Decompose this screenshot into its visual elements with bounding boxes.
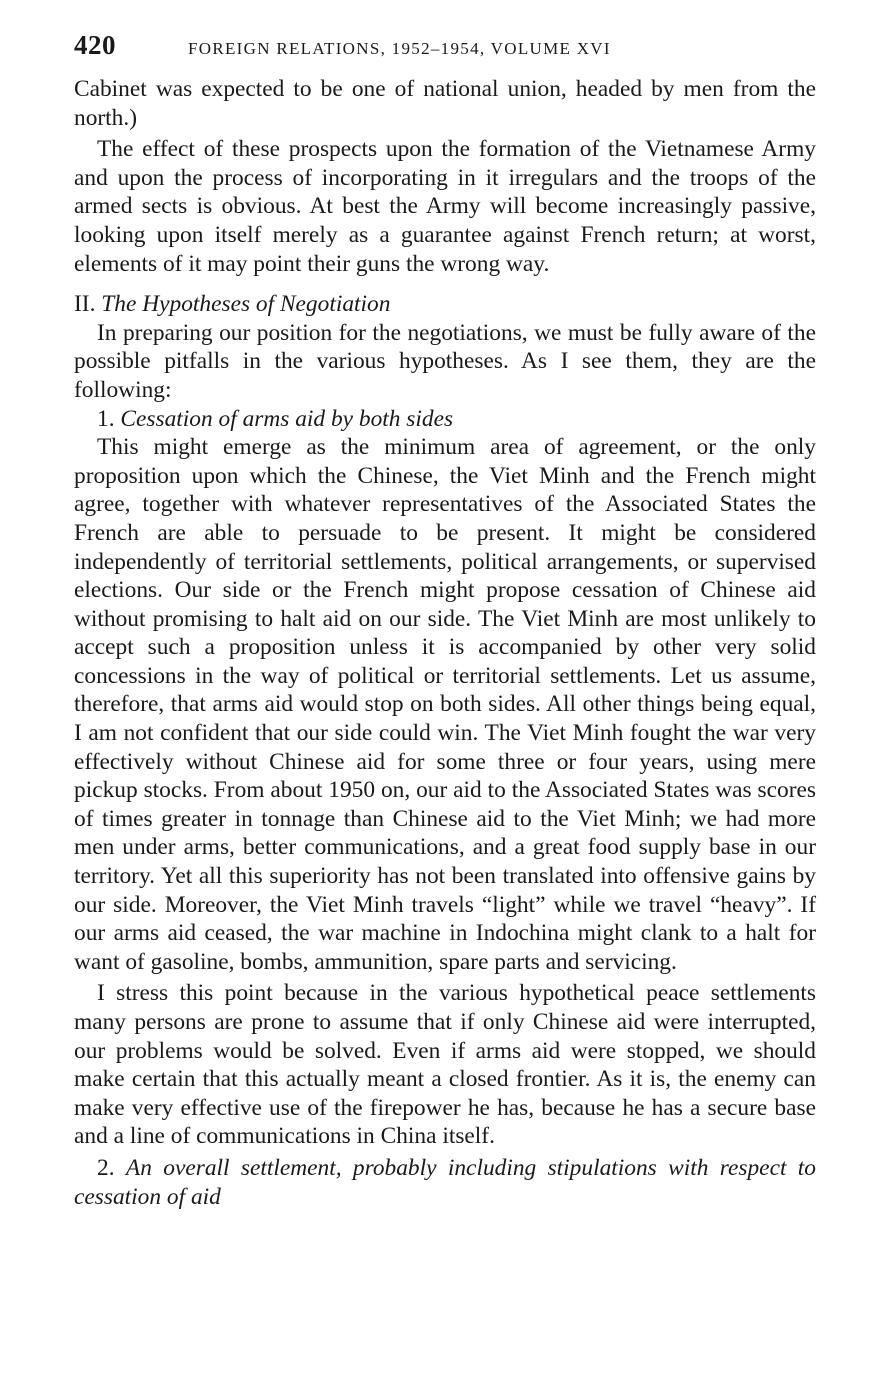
document-page: [74, 30, 816, 1211]
subheading-number: 1.: [97, 405, 115, 432]
page-header: [74, 30, 816, 61]
running-head: FOREIGN RELATIONS, 1952–1954, VOLUME XVI: [188, 39, 611, 58]
subheading-overall-settlement: [74, 1154, 816, 1211]
subheading-title: Cessation of arms aid by both sides: [120, 405, 454, 432]
subheading-title: An overall settlement, probably including stipulations with respect to cessation of aid: [74, 1154, 817, 1210]
subheading-number: 2.: [97, 1154, 115, 1181]
paragraph-stress-point: I stress this point because in the various hypothetical peace settlements many persons are prone to assume that if only Chinese aid were interrupted, our problems would be solved. Even if arms aid were stopped, we should make certain that this actually meant a closed frontier. As it is, the enemy can make very effective use of the firepower he has, because he has a secure base and a line of communications in China itself.: [74, 980, 816, 1150]
paragraph-preparing-position: In preparing our position for the negotiations, we must be fully aware of the possible pitfalls in the various hypotheses. As I see them, they are the following:: [74, 319, 816, 403]
subheading-cessation: [74, 405, 816, 434]
paragraph-continuation: Cabinet was expected to be one of national union, headed by men from the north.): [74, 76, 816, 131]
paragraph-effect-of-prospects: The effect of these prospects upon the formation of the Vietnamese Army and upon the process of incorporating in it irregulars and the troops of the armed sects is obvious. At best the Army will become increasingly passive, looking upon itself merely as a guarantee against French return; at worst, elements of it may point their guns the wrong way.: [74, 136, 816, 277]
section-heading: [74, 290, 816, 319]
paragraph-minimum-agreement: This might emerge as the minimum area of agreement, or the only proposition upon which the Chinese, the Viet Minh and the French might agree, together with whatever representatives of the Associated States the French are able to persuade to be present. It might be considered independently of territorial settlements, political arrangements, or supervised elections. Our side or the French might propose cessation of Chinese aid without promising to halt aid on our side. The Viet Minh are most unlikely to accept such a proposition unless it is accompanied by other very solid concessions in the way of political or territorial settlements. Let us assume, therefore, that arms aid would stop on both sides. All other things being equal, I am not confident that our side could win. The Viet Minh fought the war very effectively without Chinese aid for some three or four years, using mere pickup stocks. From about 1950 on, our aid to the Associated States was scores of times greater in tonnage than Chinese aid to the Viet Minh; we had more men under arms, better communications, and a great food supply base in our territory. Yet all this superiority has not been translated into offensive gains by our side. Moreover, the Viet Minh travels “light” while we travel “heavy”. If our arms aid ceased, the war machine in Indochina might clank to a halt for want of gasoline, bombs, ammunition, spare parts and servicing.: [74, 434, 816, 975]
page-number: 420: [74, 30, 116, 60]
section-number: II.: [74, 291, 96, 318]
section-title: The Hypotheses of Negotiation: [101, 291, 391, 318]
